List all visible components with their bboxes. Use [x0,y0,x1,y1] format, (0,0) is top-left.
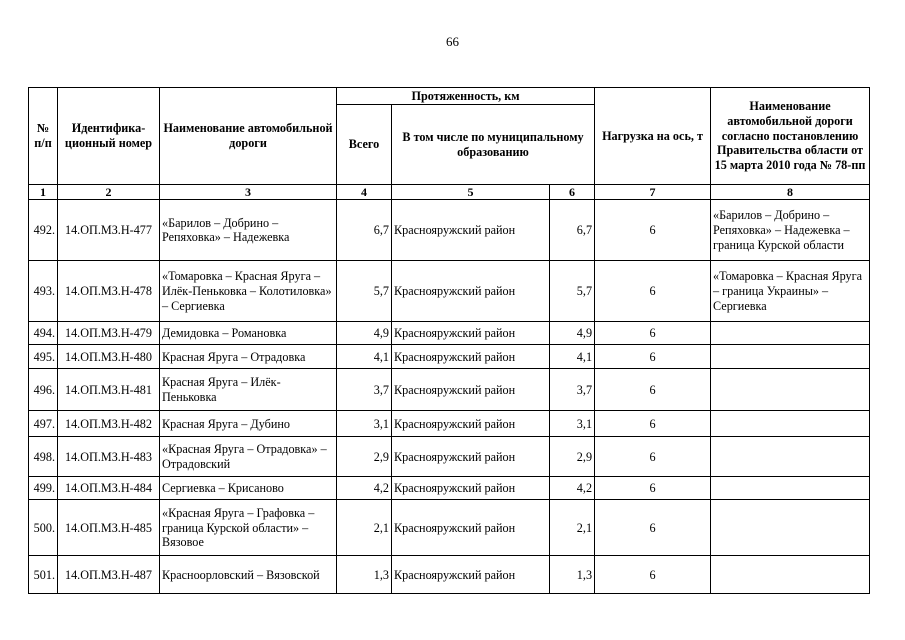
road-id: 14.ОП.МЗ.Н-480 [58,345,160,369]
table-row [29,477,870,500]
column-number: 6 [550,185,595,200]
length-municipality: 4,2 [550,477,595,500]
header-total: Всего [337,105,392,185]
road-id: 14.ОП.МЗ.Н-477 [58,200,160,261]
length-municipality: 2,9 [550,437,595,477]
length-total: 4,2 [337,477,392,500]
municipality: Краснояружский район [392,500,550,556]
row-number: 496. [29,369,58,411]
header-resolution-name: Наименование автомобильной дороги согласно постановлению Правительства области от 15 марта 2010 года № 78-пп [711,88,870,185]
length-municipality: 4,9 [550,322,595,345]
row-number: 493. [29,261,58,322]
road-name: Красная Яруга – Отрадовка [160,345,337,369]
table-row [29,500,870,556]
table-row [29,261,870,322]
resolution-name [711,556,870,594]
road-id: 14.ОП.МЗ.Н-479 [58,322,160,345]
resolution-name [711,345,870,369]
municipality: Краснояружский район [392,437,550,477]
axle-load: 6 [595,322,711,345]
road-name: «Томаровка – Красная Яруга – Илёк-Пеньковка – Колотиловка» – Сергиевка [160,261,337,322]
column-number: 2 [58,185,160,200]
length-total: 3,7 [337,369,392,411]
row-number: 492. [29,200,58,261]
table-row [29,411,870,437]
axle-load: 6 [595,200,711,261]
length-total: 2,1 [337,500,392,556]
header-num: № п/п [29,88,58,185]
resolution-name: «Томаровка – Красная Яруга – граница Украины» – Сергиевка [711,261,870,322]
row-number: 501. [29,556,58,594]
length-total: 3,1 [337,411,392,437]
axle-load: 6 [595,369,711,411]
column-number: 5 [392,185,550,200]
road-id: 14.ОП.МЗ.Н-478 [58,261,160,322]
length-municipality: 3,1 [550,411,595,437]
municipality: Краснояружский район [392,556,550,594]
length-total: 1,3 [337,556,392,594]
road-id: 14.ОП.МЗ.Н-482 [58,411,160,437]
length-municipality: 6,7 [550,200,595,261]
axle-load: 6 [595,411,711,437]
table-row [29,322,870,345]
road-id: 14.ОП.МЗ.Н-485 [58,500,160,556]
length-total: 4,1 [337,345,392,369]
road-name: Красная Яруга – Дубино [160,411,337,437]
resolution-name: «Барилов – Добрино – Репяховка» – Надежевка – граница Курской области [711,200,870,261]
table-row [29,345,870,369]
resolution-name [711,500,870,556]
column-number: 1 [29,185,58,200]
header-name: Наименование автомобильной дороги [160,88,337,185]
length-total: 5,7 [337,261,392,322]
length-total: 4,9 [337,322,392,345]
header-id: Идентифика-ционный номер [58,88,160,185]
row-number: 500. [29,500,58,556]
resolution-name [711,477,870,500]
length-municipality: 3,7 [550,369,595,411]
row-number: 494. [29,322,58,345]
row-number: 499. [29,477,58,500]
header-municipality: В том числе по муниципальному образованию [392,105,595,185]
road-id: 14.ОП.МЗ.Н-484 [58,477,160,500]
axle-load: 6 [595,437,711,477]
axle-load: 6 [595,500,711,556]
municipality: Краснояружский район [392,411,550,437]
length-municipality: 1,3 [550,556,595,594]
row-number: 498. [29,437,58,477]
axle-load: 6 [595,345,711,369]
resolution-name [711,322,870,345]
municipality: Краснояружский район [392,345,550,369]
column-number: 3 [160,185,337,200]
table-row [29,556,870,594]
road-name: «Красная Яруга – Отрадовка» – Отрадовский [160,437,337,477]
table-row [29,369,870,411]
table-row [29,437,870,477]
row-number: 497. [29,411,58,437]
column-number: 4 [337,185,392,200]
municipality: Краснояружский район [392,322,550,345]
road-name: «Красная Яруга – Графовка – граница Курской области» – Вязовое [160,500,337,556]
road-name: «Барилов – Добрино – Репяховка» – Надежевка [160,200,337,261]
municipality: Краснояружский район [392,200,550,261]
length-municipality: 2,1 [550,500,595,556]
road-id: 14.ОП.МЗ.Н-483 [58,437,160,477]
road-name: Сергиевка – Крисаново [160,477,337,500]
page-number: 66 [446,34,459,49]
header-length: Протяженность, км [337,88,595,105]
header-load: Нагрузка на ось, т [595,88,711,185]
axle-load: 6 [595,261,711,322]
municipality: Краснояружский район [392,477,550,500]
municipality: Краснояружский район [392,369,550,411]
road-name: Красная Яруга – Илёк-Пеньковка [160,369,337,411]
axle-load: 6 [595,556,711,594]
road-name: Демидовка – Романовка [160,322,337,345]
column-number: 7 [595,185,711,200]
resolution-name [711,411,870,437]
table-row [29,200,870,261]
road-id: 14.ОП.МЗ.Н-487 [58,556,160,594]
length-total: 2,9 [337,437,392,477]
length-municipality: 4,1 [550,345,595,369]
municipality: Краснояружский район [392,261,550,322]
axle-load: 6 [595,477,711,500]
resolution-name [711,437,870,477]
roads-table [28,87,870,594]
length-total: 6,7 [337,200,392,261]
column-number: 8 [711,185,870,200]
row-number: 495. [29,345,58,369]
road-name: Красноорловский – Вязовской [160,556,337,594]
road-id: 14.ОП.МЗ.Н-481 [58,369,160,411]
resolution-name [711,369,870,411]
length-municipality: 5,7 [550,261,595,322]
